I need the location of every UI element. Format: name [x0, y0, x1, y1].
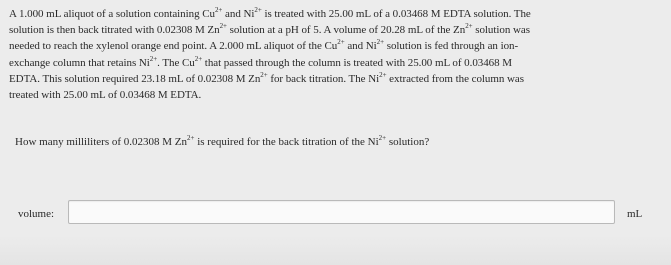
problem-line: A 1.000 mL aliquot of a solution containing $Cu^{2+}$ and $Ni^{2+}$ is treated with 25.00 mL of a 0.03468 M EDTA solution. The	[9, 6, 531, 20]
problem-line: needed to reach the xylenol orange end point. A 2.000 mL aliquot of the $Cu^{2+}$ and $Ni^{2+}$ solution is fed through an ion-	[9, 38, 519, 53]
volume-input[interactable]	[68, 200, 615, 224]
volume-label: volume:	[18, 208, 55, 220]
problem-line: treated with 25.00 mL of 0.03468 M EDTA.	[9, 89, 202, 102]
question-text: How many milliliters of 0.02308 M $Zn^{2+}$ is required for the back titration of the $Ni^{2+}$ solution?	[15, 134, 430, 148]
problem-line: EDTA. This solution required 23.18 mL of 0.02308 M $Zn^{2+}$ for back titration. The $Ni^{2+}$ extracted from the column was	[9, 70, 524, 85]
bottom-area	[0, 235, 671, 265]
problem-line: solution is then back titrated with 0.02308 M $Zn^{2+}$ solution at a pH of 5. A volume of 20.28 mL of the $Zn^{2+}$ solution was	[9, 22, 530, 37]
problem-statement	[9, 6, 665, 103]
answer-row	[0, 196, 671, 232]
problem-line: exchange column that retains $Ni^{2+}$. The $Cu^{2+}$ that passed through the column is treated with 25.00 mL of 0.03468 M	[9, 54, 513, 69]
unit-label: mL	[627, 208, 643, 220]
